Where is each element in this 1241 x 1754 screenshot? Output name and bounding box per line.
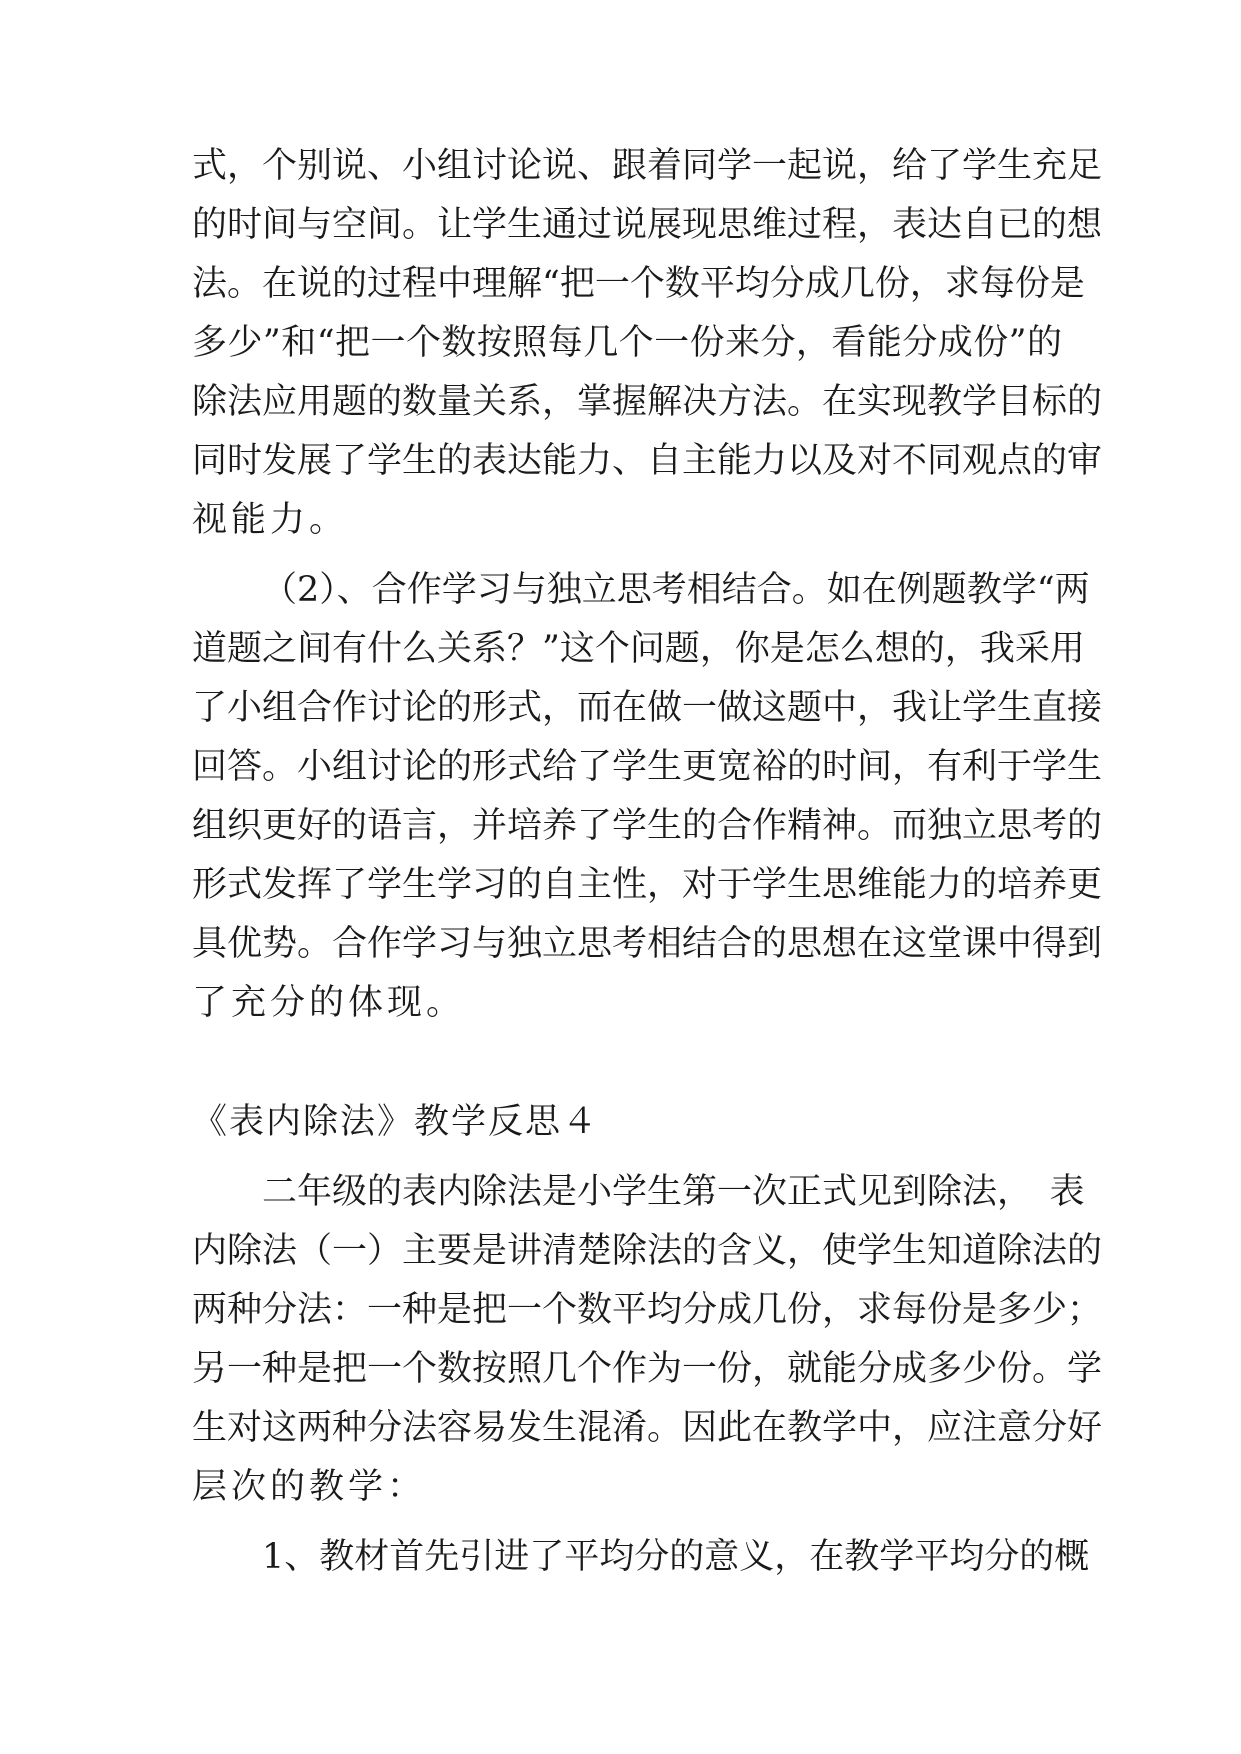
text-line: 式，个别说、小组讨论说、跟着同学一起说，给了学生充足	[192, 146, 1103, 186]
text-line: 多少”和“把一个数按照每几个一份来分，看能分成份”的	[192, 323, 1062, 363]
text-line: 内除法（一）主要是讲清楚除法的含义，使学生知道除法的	[192, 1231, 1103, 1271]
text-line: 同时发展了学生的表达能力、自主能力以及对不同观点的审	[192, 441, 1103, 481]
text-line: 视能力。	[192, 500, 349, 540]
text-line: 法。在说的过程中理解“把一个数平均分成几份，求每份是	[192, 264, 1085, 304]
text-line: 道题之间有什么关系？”这个问题，你是怎么想的，我采用	[192, 629, 1085, 669]
text-line: 层次的教学：	[192, 1467, 427, 1507]
text-line: 的时间与空间。让学生通过说展现思维过程，表达自已的想	[192, 205, 1103, 245]
text-line: 了小组合作讨论的形式，而在做一做这题中，我让学生直接	[192, 688, 1103, 728]
text-line: 除法应用题的数量关系，掌握解决方法。在实现教学目标的	[192, 382, 1103, 422]
text-line: 另一种是把一个数按照几个作为一份，就能分成多少份。学	[192, 1349, 1103, 1389]
paragraph-first-line: （2）、合作学习与独立思考相结合。如在例题教学“两	[262, 570, 1090, 610]
text-line: 形式发挥了学生学习的自主性，对于学生思维能力的培养更	[192, 865, 1103, 905]
text-line: 生对这两种分法容易发生混淆。因此在教学中，应注意分好	[192, 1408, 1103, 1448]
text-line: 组织更好的语言，并培养了学生的合作精神。而独立思考的	[192, 806, 1103, 846]
text-line: 了充分的体现。	[192, 983, 466, 1023]
text-line: 回答。小组讨论的形式给了学生更宽裕的时间，有利于学生	[192, 747, 1103, 787]
paragraph-first-line: 二年级的表内除法是小学生第一次正式见到除法， 表	[262, 1172, 1085, 1212]
text-line: 具优势。合作学习与独立思考相结合的思想在这堂课中得到	[192, 924, 1103, 964]
text-line: 两种分法：一种是把一个数平均分成几份，求每份是多少；	[192, 1290, 1103, 1330]
paragraph-first-line: 1、教材首先引进了平均分的意义，在教学平均分的概	[262, 1537, 1090, 1577]
section-heading: 《表内除法》教学反思４	[192, 1102, 600, 1142]
